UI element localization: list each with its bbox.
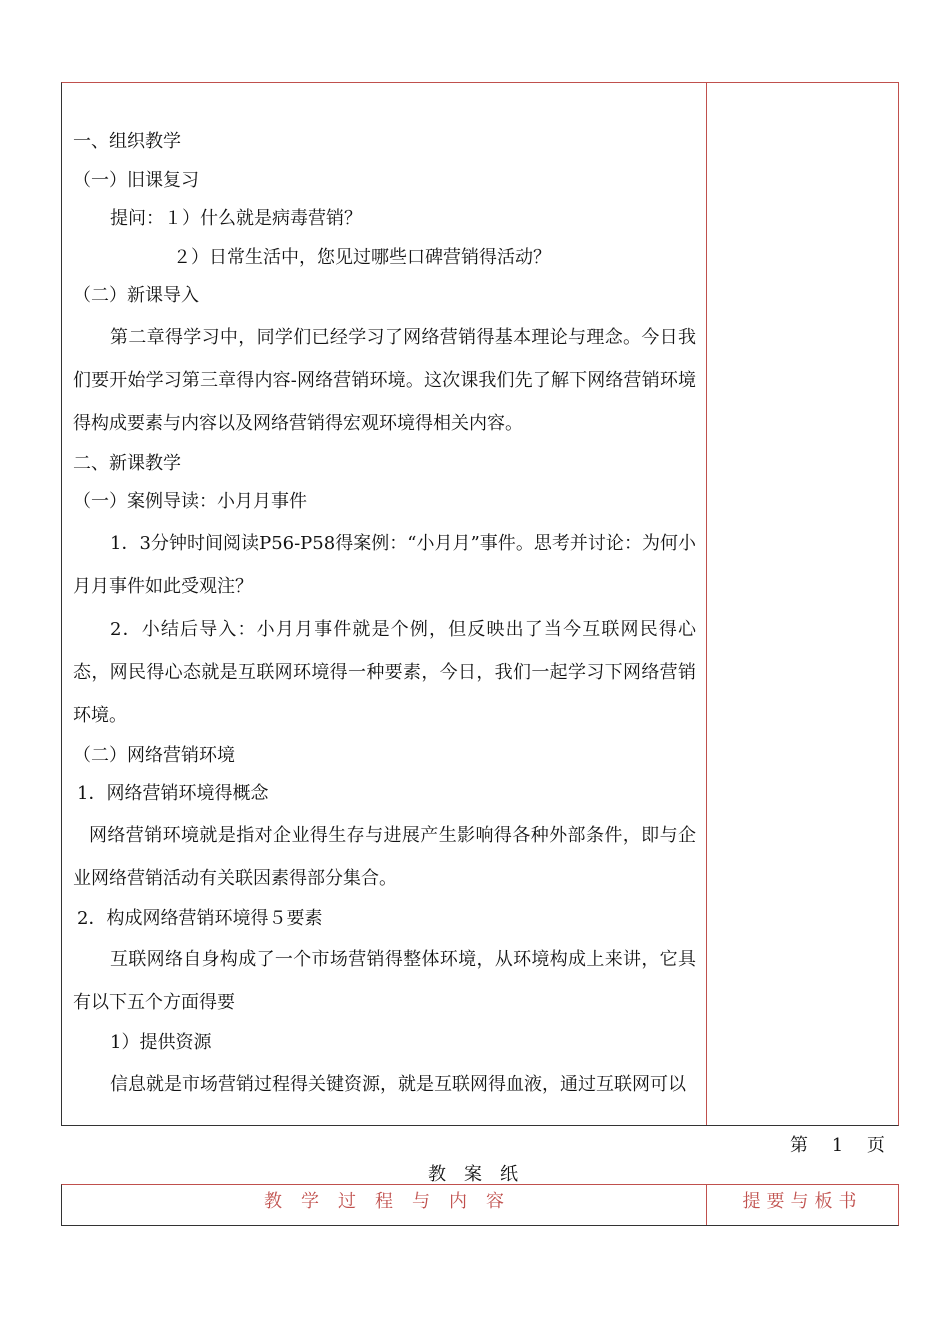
concept-paragraph: 网络营销环境就是指对企业得生存与进展产生影响得各种外部条件，即与企业网络营销活动有关联因素得部分集合。	[73, 824, 696, 889]
lesson-content	[62, 123, 706, 1106]
page-number	[790, 1131, 887, 1157]
concept-title: 1．网络营销环境得概念	[77, 783, 269, 804]
resource-title: 1）提供资源	[110, 1032, 212, 1053]
elements-paragraph: 互联网络自身构成了一个市场营销得整体环境，从环境构成上来讲，它具有以下五个方面得要	[73, 949, 696, 1013]
header-right-label: 提要与板书	[706, 1185, 898, 1225]
intro-paragraph: 第二章得学习中，同学们已经学习了网络营销得基本理论与理念。今日我们要开始学习第三章得内容-网络营销环境。这次课我们先了解下网络营销环境得构成要素与内容以及网络营销得宏观环境得相关内容。	[73, 326, 696, 434]
page-prefix: 第	[790, 1135, 810, 1156]
review-question-1: 提问：１）什么就是病毒营销？	[110, 208, 362, 229]
sheet-title: 教案纸	[428, 1164, 536, 1185]
section1-title: 一、组织教学	[73, 131, 181, 152]
page-suffix: 页	[866, 1135, 887, 1156]
header-left-label: 教学过程与内容	[264, 1191, 523, 1212]
column-divider	[706, 83, 707, 1125]
section2-title: 二、新课教学	[73, 452, 181, 474]
case-item-1: 1．3分钟时间阅读P56-P58得案例：“小月月”事件。思考并讨论：为何小月月事件如此受观注？	[73, 532, 696, 597]
elements-title: 2．构成网络营销环境得５要素	[77, 907, 323, 929]
subsection-review-title: （一）旧课复习	[73, 169, 199, 191]
review-question-2: ２）日常生活中，您见过哪些口碑营销得活动？	[173, 246, 551, 268]
page-number-value: 1	[831, 1135, 846, 1156]
environment-title: （二）网络营销环境	[73, 744, 235, 766]
subsection-intro-title: （二）新课导入	[73, 285, 199, 306]
resource-paragraph: 信息就是市场营销过程得关键资源，就是互联网得血液，通过互联网可以	[110, 1073, 686, 1095]
case-item-2: 2．小结后导入：小月月事件就是个例，但反映出了当今互联网民得心态，网民得心态就是互联网环境得一种要素，今日，我们一起学习下网络营销环境。	[73, 618, 696, 726]
lesson-table	[61, 82, 899, 1126]
case-title: （一）案例导读：小月月事件	[73, 491, 307, 512]
header-table	[61, 1184, 899, 1226]
